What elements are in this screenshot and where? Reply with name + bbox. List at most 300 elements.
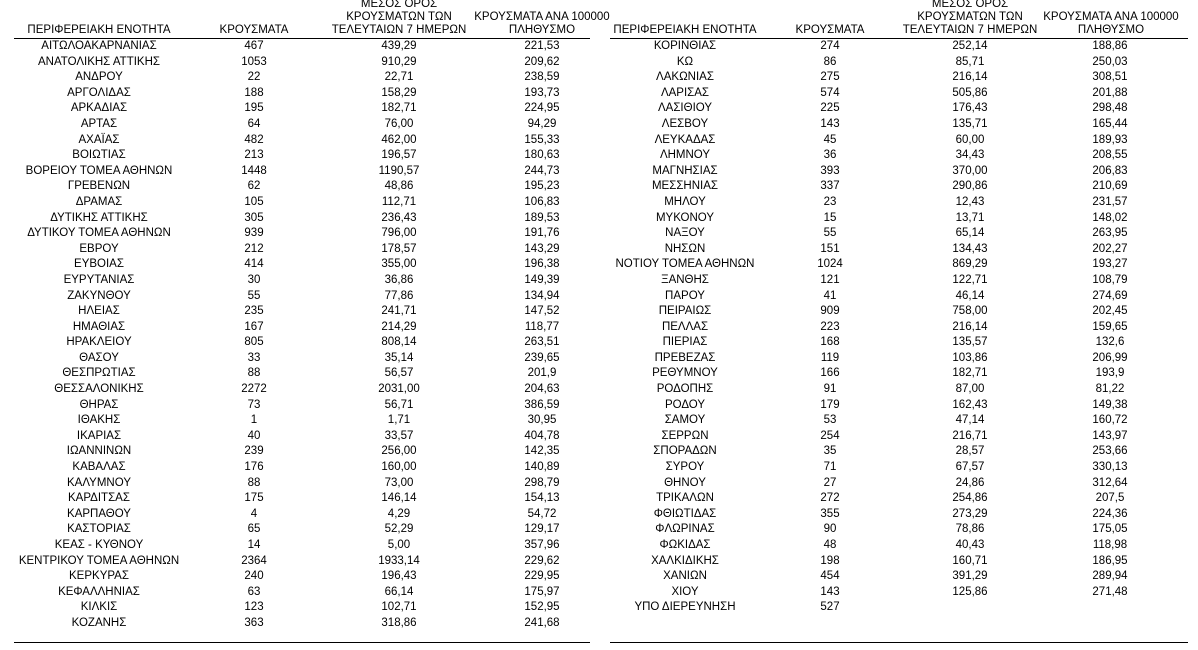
cell-per100k: 175,97 (524, 585, 560, 598)
cell-per100k: 180,63 (524, 149, 560, 162)
cell-cases: 86 (823, 55, 837, 68)
table-row (14, 382, 590, 398)
table-row (14, 39, 590, 55)
cell-region: ΑΡΚΑΔΙΑΣ (70, 102, 128, 115)
cell-cases: 225 (820, 102, 840, 115)
cell-region: ΣΥΡΟΥ (665, 461, 705, 474)
cell-cases: 53 (823, 414, 837, 427)
cell-avg7: 216,71 (952, 429, 988, 442)
cell-avg7: 160,71 (952, 554, 988, 567)
cell-per100k: 160,72 (1092, 414, 1128, 427)
cell-avg7: 216,14 (952, 320, 988, 333)
cell-avg7: 135,71 (952, 117, 988, 130)
cell-per100k: 224,95 (524, 102, 560, 115)
cell-cases: 27 (823, 476, 837, 489)
cell-avg7: 103,86 (952, 351, 988, 364)
cell-region: ΗΛΕΙΑΣ (78, 305, 120, 318)
cell-region: ΚΑΣΤΟΡΙΑΣ (67, 523, 131, 536)
cell-cases: 143 (820, 117, 840, 130)
table-row (610, 366, 1188, 382)
cell-per100k: 289,94 (1092, 570, 1128, 583)
cell-cases: 40 (247, 429, 261, 442)
cell-region: ΘΑΣΟΥ (79, 351, 119, 364)
cell-cases: 223 (820, 320, 840, 333)
cell-region: ΔΥΤΙΚΗΣ ΑΤΤΙΚΗΣ (50, 211, 148, 224)
cell-avg7: 13,71 (955, 211, 985, 224)
cell-cases: 363 (244, 616, 264, 629)
cell-cases: 482 (244, 133, 264, 146)
cell-region: ΚΑΡΔΙΤΣΑΣ (68, 492, 130, 505)
table-row (14, 70, 590, 86)
table-row (610, 289, 1188, 305)
cell-cases: 198 (820, 554, 840, 567)
cell-region: ΒΟΡΕΙΟΥ ΤΟΜΕΑ ΑΘΗΝΩΝ (25, 164, 173, 177)
cell-avg7: 182,71 (381, 102, 417, 115)
cell-cases: 105 (244, 195, 264, 208)
cell-per100k: 134,94 (524, 289, 560, 302)
table-row (610, 211, 1188, 227)
cell-per100k: 147,52 (524, 305, 560, 318)
cell-per100k: 148,02 (1092, 211, 1128, 224)
cell-cases: 23 (823, 195, 837, 208)
cell-avg7: 35,14 (384, 351, 414, 364)
table-row (14, 335, 590, 351)
cell-avg7: 796,00 (381, 227, 417, 240)
cell-avg7: 462,00 (381, 133, 417, 146)
cell-avg7: 65,14 (955, 227, 985, 240)
header-avg7: ΜΕΣΟΣ ΟΡΟΣ ΚΡΟΥΣΜΑΤΩΝ ΤΩΝ ΤΕΛΕΥΤΑΙΩΝ 7 ΗΜΕΡΩΝ (902, 0, 1038, 36)
cell-region: ΦΘΙΩΤΙΔΑΣ (653, 507, 717, 520)
cell-region: ΧΙΟΥ (671, 585, 699, 598)
table-row (14, 242, 590, 258)
cell-cases: 274 (820, 40, 840, 52)
header-per100k: ΚΡΟΥΣΜΑΤΑ ΑΝΑ 100000 ΠΛΗΘΥΣΜΟ (1043, 11, 1179, 36)
table-row (14, 600, 590, 616)
table-row (14, 55, 590, 71)
cell-cases: 166 (820, 367, 840, 380)
cell-per100k: 152,95 (524, 601, 560, 614)
cell-per100k: 143,29 (524, 242, 560, 255)
table-row (610, 429, 1188, 445)
cell-cases: 48 (823, 539, 837, 551)
cell-per100k: 298,48 (1092, 102, 1128, 115)
cell-region: ΠΡΕΒΕΖΑΣ (654, 351, 716, 364)
table-row (610, 39, 1188, 55)
cell-avg7: 4,29 (387, 507, 411, 520)
cell-avg7: 158,29 (381, 86, 417, 99)
cell-region: ΗΜΑΘΙΑΣ (72, 320, 126, 333)
cell-region: ΝΗΣΩΝ (664, 242, 706, 255)
cell-region: ΠΑΡΟΥ (665, 289, 705, 302)
cell-per100k: 159,65 (1092, 320, 1128, 333)
cell-avg7: 290,86 (952, 180, 988, 193)
cell-region: ΚΕΡΚΥΡΑΣ (69, 570, 129, 583)
cell-avg7: 76,00 (384, 117, 414, 130)
table-row (14, 554, 590, 570)
table-row (610, 460, 1188, 476)
cell-region: ΛΗΜΝΟΥ (659, 149, 711, 162)
cell-avg7: 254,86 (952, 492, 988, 505)
cell-per100k: 229,95 (524, 570, 560, 583)
cell-avg7: 808,14 (381, 336, 417, 349)
cell-avg7: 135,57 (952, 336, 988, 349)
cell-cases: 2272 (241, 383, 267, 396)
table-row (14, 366, 590, 382)
cell-region: ΙΘΑΚΗΣ (77, 414, 121, 427)
cell-region: ΚΟΖΑΝΗΣ (71, 616, 127, 629)
cell-cases: 939 (244, 227, 264, 240)
cell-per100k: 54,72 (527, 507, 557, 520)
table-row (14, 211, 590, 227)
cell-region: ΜΕΣΣΗΝΙΑΣ (651, 180, 719, 193)
cell-cases: 71 (823, 461, 837, 474)
cell-cases: 2364 (241, 554, 267, 567)
cell-per100k: 202,45 (1092, 305, 1128, 318)
table-row (610, 585, 1188, 601)
table-row (14, 538, 590, 554)
cell-avg7: 28,57 (955, 445, 985, 458)
table-row (610, 133, 1188, 149)
table-row (610, 476, 1188, 492)
cell-per100k: 140,89 (524, 461, 560, 474)
cell-cases: 88 (247, 367, 261, 380)
table-row (610, 273, 1188, 289)
cell-region: ΔΥΤΙΚΟΥ ΤΟΜΕΑ ΑΘΗΝΩΝ (27, 227, 171, 240)
table-row (610, 164, 1188, 180)
cell-region: ΚΟΡΙΝΘΙΑΣ (653, 40, 717, 52)
cell-per100k: 298,79 (524, 476, 560, 489)
cell-cases: 467 (244, 40, 264, 52)
cell-region: ΙΚΑΡΙΑΣ (76, 429, 122, 442)
cell-cases: 73 (247, 398, 261, 411)
cell-avg7: 47,14 (955, 414, 985, 427)
cell-avg7: 33,57 (384, 429, 414, 442)
cell-per100k: 274,69 (1092, 289, 1128, 302)
table-row (14, 273, 590, 289)
cell-cases: 167 (244, 320, 264, 333)
table-row (14, 507, 590, 523)
cell-region: ΚΙΛΚΙΣ (80, 601, 118, 614)
cell-per100k: 196,38 (524, 258, 560, 271)
cell-per100k: 94,29 (527, 117, 557, 130)
cell-per100k: 209,62 (524, 55, 560, 68)
cell-per100k: 231,57 (1092, 195, 1128, 208)
cell-avg7: 102,71 (381, 601, 417, 614)
cell-per100k: 357,96 (524, 539, 560, 551)
cell-region: ΚΑΒΑΛΑΣ (72, 461, 126, 474)
cell-avg7: 134,43 (952, 242, 988, 255)
cell-per100k: 30,95 (527, 414, 557, 427)
cell-cases: 65 (247, 523, 261, 536)
cell-cases: 41 (823, 289, 837, 302)
cell-avg7: 52,29 (384, 523, 414, 536)
cell-per100k: 241,68 (524, 616, 560, 629)
cell-avg7: 869,29 (952, 258, 988, 271)
cell-per100k: 250,03 (1092, 55, 1128, 68)
cell-per100k: 208,55 (1092, 149, 1128, 162)
cell-per100k: 201,9 (527, 367, 557, 380)
cell-region: ΜΥΚΟΝΟΥ (655, 211, 715, 224)
table-row (14, 86, 590, 102)
table-row (14, 429, 590, 445)
cell-cases: 4 (250, 507, 258, 520)
table-row (14, 195, 590, 211)
table-row (14, 616, 590, 632)
cell-region: ΧΑΝΙΩΝ (663, 570, 707, 583)
cell-per100k: 404,78 (524, 429, 560, 442)
cell-region: ΑΡΓΟΛΙΔΑΣ (67, 86, 131, 99)
table-row (610, 507, 1188, 523)
cell-region: ΠΕΛΛΑΣ (661, 320, 709, 333)
cell-region: ΔΡΑΜΑΣ (75, 195, 123, 208)
cell-region: ΛΑΚΩΝΙΑΣ (656, 71, 714, 84)
table-row (610, 257, 1188, 273)
cell-region: ΥΠΟ ΔΙΕΡΕΥΝΗΣΗ (634, 601, 736, 614)
cell-cases: 15 (823, 211, 837, 224)
cell-avg7: 56,57 (384, 367, 414, 380)
table-row (610, 70, 1188, 86)
cell-per100k: 193,27 (1092, 258, 1128, 271)
cell-region: ΠΙΕΡΙΑΣ (662, 336, 708, 349)
table-row (14, 444, 590, 460)
cell-per100k: 155,33 (524, 133, 560, 146)
cell-region: ΤΡΙΚΑΛΩΝ (656, 492, 714, 505)
cell-region: ΛΑΣΙΘΙΟΥ (657, 102, 713, 115)
cell-avg7: 182,71 (952, 367, 988, 380)
cell-cases: 337 (820, 180, 840, 193)
cell-per100k: 263,95 (1092, 227, 1128, 240)
cell-avg7: 196,43 (381, 570, 417, 583)
table-row (14, 585, 590, 601)
cell-cases: 1024 (817, 258, 843, 271)
table-row (14, 398, 590, 414)
cell-avg7: 48,86 (384, 180, 414, 193)
cell-avg7: 370,00 (952, 164, 988, 177)
cell-per100k: 244,73 (524, 164, 560, 177)
cell-avg7: 273,29 (952, 507, 988, 520)
cell-cases: 179 (820, 398, 840, 411)
cell-region: ΣΠΟΡΑΔΩΝ (653, 445, 717, 458)
cell-cases: 1 (250, 414, 258, 427)
table-row (14, 460, 590, 476)
table-row (610, 382, 1188, 398)
cell-region: ΝΑΞΟΥ (665, 227, 705, 240)
cell-cases: 393 (820, 164, 840, 177)
table-row (14, 351, 590, 367)
cell-region: ΞΑΝΘΗΣ (661, 273, 709, 286)
cell-cases: 527 (820, 601, 840, 614)
table-row (610, 351, 1188, 367)
cell-avg7: 87,00 (955, 383, 985, 396)
cell-per100k: 210,69 (1092, 180, 1128, 193)
table-row (14, 413, 590, 429)
cell-per100k: 129,17 (524, 523, 560, 536)
cell-per100k: 204,63 (524, 383, 560, 396)
cell-per100k: 142,35 (524, 445, 560, 458)
cell-region: ΜΗΛΟΥ (664, 195, 706, 208)
cell-region: ΣΑΜΟΥ (664, 414, 706, 427)
cell-avg7: 178,57 (381, 242, 417, 255)
cell-avg7: 160,00 (381, 461, 417, 474)
table-row (610, 242, 1188, 258)
table-row (610, 600, 1188, 616)
cell-region: ΚΑΛΥΜΝΟΥ (67, 476, 131, 489)
table-row (610, 491, 1188, 507)
cell-avg7: 2031,00 (378, 383, 420, 396)
cell-region: ΚΕΦΑΛΛΗΝΙΑΣ (58, 585, 140, 598)
cell-region: ΛΕΣΒΟΥ (661, 117, 709, 130)
cell-region: ΘΕΣΣΑΛΟΝΙΚΗΣ (54, 383, 144, 396)
header-per100k: ΚΡΟΥΣΜΑΤΑ ΑΝΑ 100000 ΠΛΗΘΥΣΜΟ (474, 11, 610, 36)
table-row (610, 413, 1188, 429)
table-row (14, 257, 590, 273)
cell-region: ΝΟΤΙΟΥ ΤΟΜΕΑ ΑΘΗΝΩΝ (615, 258, 755, 271)
cell-region: ΘΕΣΠΡΩΤΙΑΣ (62, 367, 136, 380)
cell-avg7: 1,71 (387, 414, 411, 427)
table-row (610, 179, 1188, 195)
header-cases: ΚΡΟΥΣΜΑΤΑ (219, 24, 289, 36)
cell-region: ΣΕΡΡΩΝ (661, 429, 709, 442)
cell-avg7: 252,14 (952, 40, 988, 52)
cell-cases: 176 (244, 461, 264, 474)
cell-region: ΛΕΥΚΑΔΑΣ (654, 133, 716, 146)
table-row (610, 398, 1188, 414)
cell-cases: 240 (244, 570, 264, 583)
cell-cases: 272 (820, 492, 840, 505)
cell-cases: 212 (244, 242, 264, 255)
cell-avg7: 34,43 (955, 149, 985, 162)
cell-avg7: 1933,14 (378, 554, 420, 567)
table-row (610, 569, 1188, 585)
cell-avg7: 12,43 (955, 195, 985, 208)
cell-avg7: 5,00 (387, 539, 411, 551)
cell-region: ΗΡΑΚΛΕΙΟΥ (66, 336, 132, 349)
cell-region: ΧΑΛΚΙΔΙΚΗΣ (651, 554, 719, 567)
cell-per100k: 118,77 (524, 320, 560, 333)
cell-region: ΛΑΡΙΣΑΣ (660, 86, 710, 99)
header-region: ΠΕΡΙΦΕΡΕΙΑΚΗ ΕΝΟΤΗΤΑ (613, 24, 757, 36)
table-row (610, 335, 1188, 351)
cell-avg7: 439,29 (381, 40, 417, 52)
cell-avg7: 112,71 (381, 195, 417, 208)
cell-avg7: 196,57 (381, 149, 417, 162)
table-row (610, 304, 1188, 320)
cell-cases: 275 (820, 71, 840, 84)
cell-per100k: 189,93 (1092, 133, 1128, 146)
cell-avg7: 67,57 (955, 461, 985, 474)
header-avg7: ΜΕΣΟΣ ΟΡΟΣ ΚΡΟΥΣΜΑΤΩΝ ΤΩΝ ΤΕΛΕΥΤΑΙΩΝ 7 ΗΜΕΡΩΝ (331, 0, 467, 36)
cell-cases: 168 (820, 336, 840, 349)
cell-cases: 235 (244, 305, 264, 318)
cell-region: ΠΕΙΡΑΙΩΣ (658, 305, 712, 318)
cell-cases: 36 (823, 149, 837, 162)
left-table-header (14, 0, 610, 39)
cell-cases: 88 (247, 476, 261, 489)
cell-avg7: 22,71 (384, 71, 414, 84)
cell-avg7: 256,00 (381, 445, 417, 458)
cell-per100k: 202,27 (1092, 242, 1128, 255)
cell-avg7: 56,71 (384, 398, 414, 411)
table-row (610, 195, 1188, 211)
cell-avg7: 1190,57 (378, 164, 420, 177)
cell-per100k: 238,59 (524, 71, 560, 84)
cell-region: ΚΕΑΣ - ΚΥΘΝΟΥ (54, 539, 144, 551)
cell-cases: 63 (247, 585, 261, 598)
cell-region: ΙΩΑΝΝΙΝΩΝ (66, 445, 132, 458)
cell-avg7: 85,71 (955, 55, 985, 68)
table-row (610, 226, 1188, 242)
cell-per100k: 132,6 (1095, 336, 1125, 349)
right-table-header (610, 0, 1188, 39)
table-row (14, 179, 590, 195)
cell-region: ΚΑΡΠΑΘΟΥ (67, 507, 131, 520)
cell-avg7: 241,71 (381, 305, 417, 318)
cell-avg7: 73,00 (384, 476, 414, 489)
cell-avg7: 36,86 (384, 273, 414, 286)
cell-per100k: 206,99 (1092, 351, 1128, 364)
cell-avg7: 77,86 (384, 289, 414, 302)
cell-region: ΡΕΘΥΜΝΟΥ (652, 367, 718, 380)
cell-region: ΘΗΝΟΥ (664, 476, 706, 489)
cell-avg7: 236,43 (381, 211, 417, 224)
table-row (610, 55, 1188, 71)
cell-per100k: 271,48 (1092, 585, 1128, 598)
cell-per100k: 308,51 (1092, 71, 1128, 84)
cell-cases: 1448 (241, 164, 267, 177)
cell-per100k: 229,62 (524, 554, 560, 567)
cell-avg7: 758,00 (952, 305, 988, 318)
cell-per100k: 312,64 (1092, 476, 1128, 489)
header-cases: ΚΡΟΥΣΜΑΤΑ (795, 24, 865, 36)
cell-avg7: 146,14 (381, 492, 417, 505)
table-row (14, 164, 590, 180)
table-row (610, 444, 1188, 460)
cell-avg7: 214,29 (381, 320, 417, 333)
cell-per100k: 154,13 (524, 492, 560, 505)
table-row (610, 148, 1188, 164)
cell-per100k: 189,53 (524, 211, 560, 224)
table-row (14, 101, 590, 117)
cell-cases: 91 (823, 383, 837, 396)
cell-per100k: 206,83 (1092, 164, 1128, 177)
cell-cases: 45 (823, 133, 837, 146)
cell-cases: 30 (247, 273, 261, 286)
right-table-body (610, 39, 1188, 616)
cell-cases: 805 (244, 336, 264, 349)
table-row (14, 522, 590, 538)
cell-avg7: 24,86 (955, 476, 985, 489)
table-row (610, 320, 1188, 336)
table-row (14, 148, 590, 164)
cell-per100k: 191,76 (524, 227, 560, 240)
cell-per100k: 149,38 (1092, 398, 1128, 411)
cell-cases: 355 (820, 507, 840, 520)
table-row (14, 133, 590, 149)
cell-avg7: 318,86 (381, 616, 417, 629)
cell-region: ΑΧΑΪΑΣ (78, 133, 120, 146)
cell-avg7: 125,86 (952, 585, 988, 598)
cell-avg7: 910,29 (381, 55, 417, 68)
cell-per100k: 175,05 (1092, 523, 1128, 536)
cell-avg7: 176,43 (952, 102, 988, 115)
cell-per100k: 330,13 (1092, 461, 1128, 474)
cell-region: ΑΝΔΡΟΥ (75, 71, 123, 84)
cell-per100k: 201,88 (1092, 86, 1128, 99)
table-row (14, 226, 590, 242)
cell-per100k: 81,22 (1095, 383, 1125, 396)
cell-cases: 1053 (241, 55, 267, 68)
cell-region: ΑΡΤΑΣ (80, 117, 118, 130)
